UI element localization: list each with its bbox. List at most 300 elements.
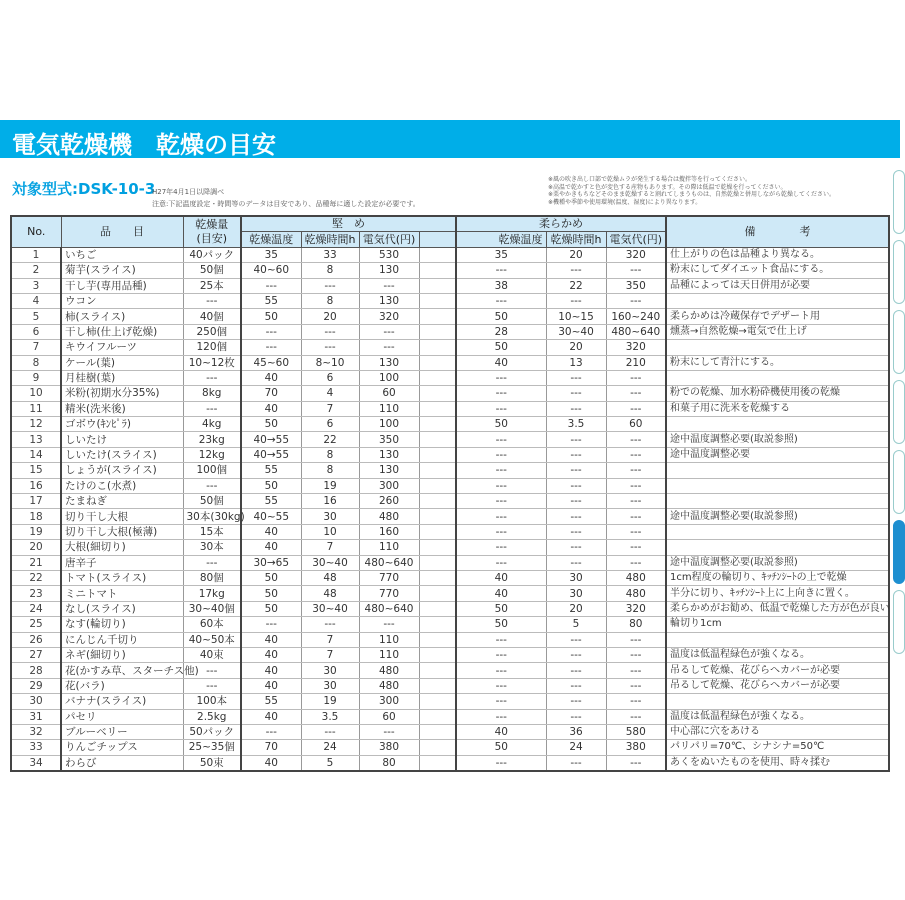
cell-amount: --- bbox=[183, 555, 241, 570]
cell-hard-cost: 770 bbox=[359, 586, 419, 601]
cell-amount: 15本 bbox=[183, 524, 241, 539]
cell-hard-temp: 40~55 bbox=[241, 509, 301, 524]
drying-guide-table bbox=[10, 215, 890, 772]
note: ※高温で乾かすと色が変色する産物もあります。その際は低温で乾燥を行ってください。 bbox=[548, 183, 787, 191]
cell-hard-cost: 160 bbox=[359, 524, 419, 539]
cell-amount: 50束 bbox=[183, 755, 241, 771]
cell-hard-cost: 770 bbox=[359, 570, 419, 585]
cell-blank bbox=[419, 432, 456, 447]
cell-soft-time: 22 bbox=[546, 278, 606, 293]
cell-no: 19 bbox=[11, 524, 61, 539]
cell-hard-time: 19 bbox=[301, 478, 359, 493]
cell-blank bbox=[419, 740, 456, 755]
cell-item: キウイフルーツ bbox=[61, 340, 183, 355]
cell-amount: 50パック bbox=[183, 724, 241, 739]
cell-blank bbox=[419, 724, 456, 739]
table-row bbox=[11, 632, 889, 647]
cell-no: 21 bbox=[11, 555, 61, 570]
cell-blank bbox=[419, 293, 456, 308]
side-tab[interactable] bbox=[893, 170, 905, 234]
cell-hard-cost: 480~640 bbox=[359, 555, 419, 570]
table-row bbox=[11, 740, 889, 755]
cell-blank bbox=[419, 678, 456, 693]
cell-remarks: 途中温度調整必要(取説参照) bbox=[666, 555, 889, 570]
cell-soft-time: --- bbox=[546, 370, 606, 385]
cell-soft-temp: --- bbox=[456, 663, 546, 678]
cell-remarks bbox=[666, 632, 889, 647]
cell-no: 24 bbox=[11, 601, 61, 616]
cell-amount: 30本 bbox=[183, 540, 241, 555]
side-tab[interactable] bbox=[893, 590, 905, 654]
cell-hard-cost: 110 bbox=[359, 540, 419, 555]
cell-soft-cost: 380 bbox=[606, 740, 666, 755]
cell-hard-time: 30 bbox=[301, 509, 359, 524]
cell-hard-time: 30 bbox=[301, 663, 359, 678]
cell-no: 33 bbox=[11, 740, 61, 755]
cell-soft-temp: 38 bbox=[456, 278, 546, 293]
cell-item: ゴボウ(ｷﾝﾋﾟﾗ) bbox=[61, 417, 183, 432]
cell-amount: 17kg bbox=[183, 586, 241, 601]
cell-blank bbox=[419, 463, 456, 478]
cell-soft-time: 36 bbox=[546, 724, 606, 739]
cell-hard-time: 4 bbox=[301, 386, 359, 401]
cell-hard-cost: --- bbox=[359, 724, 419, 739]
header-soft-time: 乾燥時間h bbox=[546, 232, 606, 247]
cell-remarks: 品種によっては天日併用が必要 bbox=[666, 278, 889, 293]
cell-amount: 10~12枚 bbox=[183, 355, 241, 370]
cell-hard-time: 20 bbox=[301, 309, 359, 324]
cell-hard-temp: --- bbox=[241, 617, 301, 632]
cell-remarks: あくをぬいたものを使用、時々揉む bbox=[666, 755, 889, 771]
cell-hard-cost: 80 bbox=[359, 755, 419, 771]
cell-remarks bbox=[666, 293, 889, 308]
header-hard-blank bbox=[419, 232, 456, 247]
cell-soft-time: --- bbox=[546, 755, 606, 771]
cell-soft-time: --- bbox=[546, 432, 606, 447]
cell-remarks bbox=[666, 463, 889, 478]
cell-soft-temp: --- bbox=[456, 678, 546, 693]
cell-item: 切り干し大根(極薄) bbox=[61, 524, 183, 539]
table-row bbox=[11, 370, 889, 385]
cell-soft-temp: --- bbox=[456, 524, 546, 539]
cell-amount: 2.5kg bbox=[183, 709, 241, 724]
cell-soft-time: --- bbox=[546, 678, 606, 693]
cell-hard-time: 7 bbox=[301, 401, 359, 416]
cell-hard-cost: 100 bbox=[359, 417, 419, 432]
cell-remarks bbox=[666, 478, 889, 493]
cell-soft-time: --- bbox=[546, 524, 606, 539]
cell-amount: 50個 bbox=[183, 263, 241, 278]
table-row bbox=[11, 647, 889, 662]
cell-soft-temp: --- bbox=[456, 555, 546, 570]
title-bar bbox=[0, 120, 900, 158]
cell-blank bbox=[419, 355, 456, 370]
side-tab-active[interactable] bbox=[893, 520, 905, 584]
cell-soft-temp: 40 bbox=[456, 724, 546, 739]
cell-hard-cost: 110 bbox=[359, 647, 419, 662]
cell-soft-cost: --- bbox=[606, 478, 666, 493]
cell-blank bbox=[419, 478, 456, 493]
cell-soft-time: 3.5 bbox=[546, 417, 606, 432]
cell-no: 20 bbox=[11, 540, 61, 555]
cell-soft-cost: 80 bbox=[606, 617, 666, 632]
cell-item: りんごチップス bbox=[61, 740, 183, 755]
cell-soft-time: --- bbox=[546, 632, 606, 647]
table-row bbox=[11, 324, 889, 339]
cell-remarks: 途中温度調整必要(取説参照) bbox=[666, 432, 889, 447]
cell-soft-cost: --- bbox=[606, 263, 666, 278]
cell-blank bbox=[419, 494, 456, 509]
cell-no: 7 bbox=[11, 340, 61, 355]
cell-blank bbox=[419, 447, 456, 462]
cell-hard-temp: 70 bbox=[241, 386, 301, 401]
cell-no: 14 bbox=[11, 447, 61, 462]
cell-hard-cost: --- bbox=[359, 340, 419, 355]
cell-hard-temp: 40 bbox=[241, 370, 301, 385]
cell-soft-time: 30 bbox=[546, 586, 606, 601]
cell-remarks bbox=[666, 694, 889, 709]
table-row bbox=[11, 663, 889, 678]
cell-hard-temp: 40~60 bbox=[241, 263, 301, 278]
cell-hard-time: 10 bbox=[301, 524, 359, 539]
cell-soft-temp: --- bbox=[456, 755, 546, 771]
cell-soft-time: --- bbox=[546, 478, 606, 493]
cell-remarks bbox=[666, 494, 889, 509]
cell-hard-time: --- bbox=[301, 724, 359, 739]
note: ※栗やかきもちなどそのまま乾燥すると割れてしまうものは、自然乾燥と併用しながら乾燥してください。 bbox=[548, 191, 836, 198]
cell-soft-cost: --- bbox=[606, 524, 666, 539]
side-tab[interactable] bbox=[893, 240, 905, 304]
cell-amount: 80個 bbox=[183, 570, 241, 585]
cell-amount: 8kg bbox=[183, 386, 241, 401]
cell-blank bbox=[419, 617, 456, 632]
cell-blank bbox=[419, 278, 456, 293]
cell-blank bbox=[419, 709, 456, 724]
cell-hard-cost: 380 bbox=[359, 740, 419, 755]
table-row bbox=[11, 478, 889, 493]
cell-amount: 120個 bbox=[183, 340, 241, 355]
cell-blank bbox=[419, 555, 456, 570]
cell-hard-temp: 40 bbox=[241, 540, 301, 555]
cell-hard-time: 8 bbox=[301, 263, 359, 278]
cell-hard-temp: 55 bbox=[241, 293, 301, 308]
cell-soft-cost: --- bbox=[606, 401, 666, 416]
cell-blank bbox=[419, 324, 456, 339]
cell-soft-time: 20 bbox=[546, 340, 606, 355]
table-row bbox=[11, 586, 889, 601]
cell-no: 28 bbox=[11, 663, 61, 678]
cell-item: バナナ(スライス) bbox=[61, 694, 183, 709]
cell-amount: --- bbox=[183, 370, 241, 385]
cell-amount: 60本 bbox=[183, 617, 241, 632]
cell-hard-time: 6 bbox=[301, 370, 359, 385]
cell-remarks: 燻蒸→自然乾燥→電気で仕上げ bbox=[666, 324, 889, 339]
cell-hard-temp: 50 bbox=[241, 478, 301, 493]
cell-hard-temp: 40 bbox=[241, 709, 301, 724]
cell-item: いちご bbox=[61, 247, 183, 262]
side-tab[interactable] bbox=[893, 380, 905, 444]
cell-soft-cost: --- bbox=[606, 370, 666, 385]
cell-hard-cost: 130 bbox=[359, 263, 419, 278]
cell-no: 26 bbox=[11, 632, 61, 647]
cell-no: 6 bbox=[11, 324, 61, 339]
cell-no: 9 bbox=[11, 370, 61, 385]
cell-soft-cost: 60 bbox=[606, 417, 666, 432]
cell-amount: --- bbox=[183, 401, 241, 416]
cell-hard-cost: 60 bbox=[359, 709, 419, 724]
cell-soft-time: 20 bbox=[546, 601, 606, 616]
cell-no: 4 bbox=[11, 293, 61, 308]
cell-soft-time: 10~15 bbox=[546, 309, 606, 324]
cell-hard-temp: 50 bbox=[241, 601, 301, 616]
cell-amount: 25本 bbox=[183, 278, 241, 293]
cell-amount: --- bbox=[183, 478, 241, 493]
cell-no: 8 bbox=[11, 355, 61, 370]
cell-soft-cost: --- bbox=[606, 293, 666, 308]
cell-hard-time: 7 bbox=[301, 632, 359, 647]
cell-amount: 25~35個 bbox=[183, 740, 241, 755]
cell-soft-time: --- bbox=[546, 540, 606, 555]
cell-hard-time: 6 bbox=[301, 417, 359, 432]
cell-item: 干し芋(専用品種) bbox=[61, 278, 183, 293]
cell-amount: 30本(30kg) bbox=[183, 509, 241, 524]
cell-soft-time: --- bbox=[546, 386, 606, 401]
cell-blank bbox=[419, 601, 456, 616]
cell-soft-cost: --- bbox=[606, 463, 666, 478]
cell-hard-cost: 130 bbox=[359, 355, 419, 370]
cell-soft-temp: 50 bbox=[456, 740, 546, 755]
cell-soft-time: --- bbox=[546, 694, 606, 709]
cell-blank bbox=[419, 694, 456, 709]
cell-hard-cost: 130 bbox=[359, 293, 419, 308]
cell-soft-cost: --- bbox=[606, 540, 666, 555]
cell-hard-cost: 480 bbox=[359, 509, 419, 524]
cell-hard-time: --- bbox=[301, 340, 359, 355]
table-row bbox=[11, 463, 889, 478]
cell-item: たまねぎ bbox=[61, 494, 183, 509]
cell-hard-time: 24 bbox=[301, 740, 359, 755]
cell-hard-temp: 55 bbox=[241, 494, 301, 509]
cell-hard-cost: 130 bbox=[359, 463, 419, 478]
cell-hard-cost: 320 bbox=[359, 309, 419, 324]
cell-soft-cost: --- bbox=[606, 663, 666, 678]
cell-soft-time: 5 bbox=[546, 617, 606, 632]
cell-remarks bbox=[666, 417, 889, 432]
table-row bbox=[11, 355, 889, 370]
cell-hard-temp: 30→65 bbox=[241, 555, 301, 570]
cell-hard-time: 33 bbox=[301, 247, 359, 262]
cell-soft-cost: --- bbox=[606, 678, 666, 693]
cell-soft-temp: --- bbox=[456, 694, 546, 709]
table-row bbox=[11, 678, 889, 693]
cell-hard-time: 7 bbox=[301, 540, 359, 555]
cell-soft-cost: --- bbox=[606, 432, 666, 447]
cell-hard-temp: 50 bbox=[241, 586, 301, 601]
cell-amount: 40パック bbox=[183, 247, 241, 262]
cell-remarks: 柔らかめがお勧め、低温で乾燥した方が色が良い bbox=[666, 601, 889, 616]
cell-soft-temp: 40 bbox=[456, 570, 546, 585]
cell-soft-cost: --- bbox=[606, 555, 666, 570]
side-tab[interactable] bbox=[893, 310, 905, 374]
cell-no: 22 bbox=[11, 570, 61, 585]
cell-soft-time: 30~40 bbox=[546, 324, 606, 339]
cell-no: 1 bbox=[11, 247, 61, 262]
table-row bbox=[11, 247, 889, 262]
cell-soft-cost: 480~640 bbox=[606, 324, 666, 339]
cell-remarks: 吊るして乾燥、花びらへカバーが必要 bbox=[666, 663, 889, 678]
cell-soft-time: --- bbox=[546, 494, 606, 509]
cell-blank bbox=[419, 263, 456, 278]
cell-hard-temp: 40 bbox=[241, 647, 301, 662]
table-row bbox=[11, 494, 889, 509]
cell-no: 32 bbox=[11, 724, 61, 739]
cell-remarks: 温度は低温程緑色が強くなる。 bbox=[666, 647, 889, 662]
cell-soft-temp: --- bbox=[456, 293, 546, 308]
model-label: 対象型式:DSK-10-3 bbox=[12, 180, 156, 198]
cell-soft-temp: --- bbox=[456, 386, 546, 401]
header-hard: 堅 め bbox=[241, 216, 456, 232]
cell-soft-temp: --- bbox=[456, 709, 546, 724]
cell-item: しょうが(スライス) bbox=[61, 463, 183, 478]
cell-hard-time: 8 bbox=[301, 293, 359, 308]
cell-soft-time: 24 bbox=[546, 740, 606, 755]
table-row bbox=[11, 555, 889, 570]
cell-hard-temp: --- bbox=[241, 278, 301, 293]
cell-hard-temp: 40 bbox=[241, 632, 301, 647]
header-item: 品 目 bbox=[61, 216, 183, 247]
cell-soft-cost: --- bbox=[606, 755, 666, 771]
cell-blank bbox=[419, 632, 456, 647]
cell-soft-temp: --- bbox=[456, 432, 546, 447]
cell-soft-temp: --- bbox=[456, 632, 546, 647]
cell-soft-time: 13 bbox=[546, 355, 606, 370]
header-soft-temp: 乾燥温度 bbox=[456, 232, 546, 247]
cell-amount: --- bbox=[183, 293, 241, 308]
cell-hard-time: --- bbox=[301, 278, 359, 293]
cell-remarks: パリパリ=70℃、シナシナ=50℃ bbox=[666, 740, 889, 755]
cell-soft-temp: --- bbox=[456, 509, 546, 524]
side-tab[interactable] bbox=[893, 450, 905, 514]
notes bbox=[548, 176, 835, 206]
cell-hard-cost: 480 bbox=[359, 663, 419, 678]
table-row bbox=[11, 509, 889, 524]
cell-remarks: 粉での乾燥、加水粉砕機使用後の乾燥 bbox=[666, 386, 889, 401]
table-row bbox=[11, 340, 889, 355]
side-tabs bbox=[893, 170, 905, 660]
cell-soft-cost: 320 bbox=[606, 247, 666, 262]
header-amount-1: 乾燥量 bbox=[195, 217, 229, 231]
cell-hard-time: 8~10 bbox=[301, 355, 359, 370]
cell-soft-temp: 40 bbox=[456, 586, 546, 601]
cell-hard-cost: --- bbox=[359, 278, 419, 293]
cell-no: 29 bbox=[11, 678, 61, 693]
cell-hard-cost: 100 bbox=[359, 370, 419, 385]
cell-soft-cost: 210 bbox=[606, 355, 666, 370]
cell-hard-time: --- bbox=[301, 324, 359, 339]
cell-soft-cost: 320 bbox=[606, 601, 666, 616]
cell-soft-cost: --- bbox=[606, 494, 666, 509]
cell-hard-cost: 350 bbox=[359, 432, 419, 447]
cell-soft-cost: 350 bbox=[606, 278, 666, 293]
cell-soft-cost: 480 bbox=[606, 570, 666, 585]
cell-hard-temp: 70 bbox=[241, 740, 301, 755]
cell-blank bbox=[419, 524, 456, 539]
cell-soft-cost: 480 bbox=[606, 586, 666, 601]
cell-remarks: 粉末にして青汁にする。 bbox=[666, 355, 889, 370]
table-row bbox=[11, 694, 889, 709]
header-soft: 柔らかめ bbox=[456, 216, 666, 232]
cell-remarks: 温度は低温程緑色が強くなる。 bbox=[666, 709, 889, 724]
cell-hard-temp: 50 bbox=[241, 570, 301, 585]
cell-hard-cost: 260 bbox=[359, 494, 419, 509]
cell-remarks bbox=[666, 524, 889, 539]
cell-soft-temp: 35 bbox=[456, 247, 546, 262]
cell-soft-temp: 50 bbox=[456, 601, 546, 616]
cell-item: ケール(葉) bbox=[61, 355, 183, 370]
cell-hard-temp: --- bbox=[241, 340, 301, 355]
cell-item: なす(輪切り) bbox=[61, 617, 183, 632]
cell-hard-cost: 110 bbox=[359, 632, 419, 647]
cell-blank bbox=[419, 401, 456, 416]
cell-blank bbox=[419, 647, 456, 662]
cell-hard-time: 8 bbox=[301, 447, 359, 462]
cell-hard-time: 30 bbox=[301, 678, 359, 693]
cell-hard-temp: 50 bbox=[241, 309, 301, 324]
cell-hard-cost: --- bbox=[359, 324, 419, 339]
cell-item: トマト(スライス) bbox=[61, 570, 183, 585]
cell-blank bbox=[419, 309, 456, 324]
cell-hard-time: 30~40 bbox=[301, 555, 359, 570]
cell-hard-temp: 50 bbox=[241, 417, 301, 432]
cell-remarks bbox=[666, 370, 889, 385]
cell-soft-cost: --- bbox=[606, 386, 666, 401]
cell-hard-temp: 55 bbox=[241, 463, 301, 478]
caution-note: 注意:下記温度設定・時間等のデータは目安であり、品種毎に適した設定が必要です。 bbox=[152, 200, 420, 208]
cell-amount: 40~50本 bbox=[183, 632, 241, 647]
table-row bbox=[11, 601, 889, 616]
cell-soft-time: --- bbox=[546, 447, 606, 462]
cell-hard-temp: --- bbox=[241, 724, 301, 739]
cell-soft-time: --- bbox=[546, 401, 606, 416]
header-no: No. bbox=[11, 216, 61, 247]
cell-remarks bbox=[666, 340, 889, 355]
cell-no: 18 bbox=[11, 509, 61, 524]
cell-soft-temp: --- bbox=[456, 540, 546, 555]
cell-hard-temp: 35 bbox=[241, 247, 301, 262]
cell-hard-time: 22 bbox=[301, 432, 359, 447]
cell-soft-temp: 28 bbox=[456, 324, 546, 339]
cell-item: にんじん千切り bbox=[61, 632, 183, 647]
cell-soft-temp: --- bbox=[456, 494, 546, 509]
cell-blank bbox=[419, 570, 456, 585]
cell-hard-temp: 40→55 bbox=[241, 432, 301, 447]
date-note: H27年4月1日以降調べ bbox=[152, 188, 225, 196]
table-row bbox=[11, 617, 889, 632]
header-hard-time: 乾燥時間h bbox=[301, 232, 359, 247]
cell-soft-temp: --- bbox=[456, 370, 546, 385]
cell-hard-temp: 40 bbox=[241, 663, 301, 678]
cell-no: 11 bbox=[11, 401, 61, 416]
cell-remarks: 吊るして乾燥、花びらへカバーが必要 bbox=[666, 678, 889, 693]
cell-hard-time: --- bbox=[301, 617, 359, 632]
cell-hard-cost: 530 bbox=[359, 247, 419, 262]
cell-remarks: 和菓子用に洗米を乾燥する bbox=[666, 401, 889, 416]
cell-no: 10 bbox=[11, 386, 61, 401]
table-row bbox=[11, 293, 889, 308]
cell-item: なし(スライス) bbox=[61, 601, 183, 616]
cell-hard-temp: 40 bbox=[241, 678, 301, 693]
cell-no: 17 bbox=[11, 494, 61, 509]
